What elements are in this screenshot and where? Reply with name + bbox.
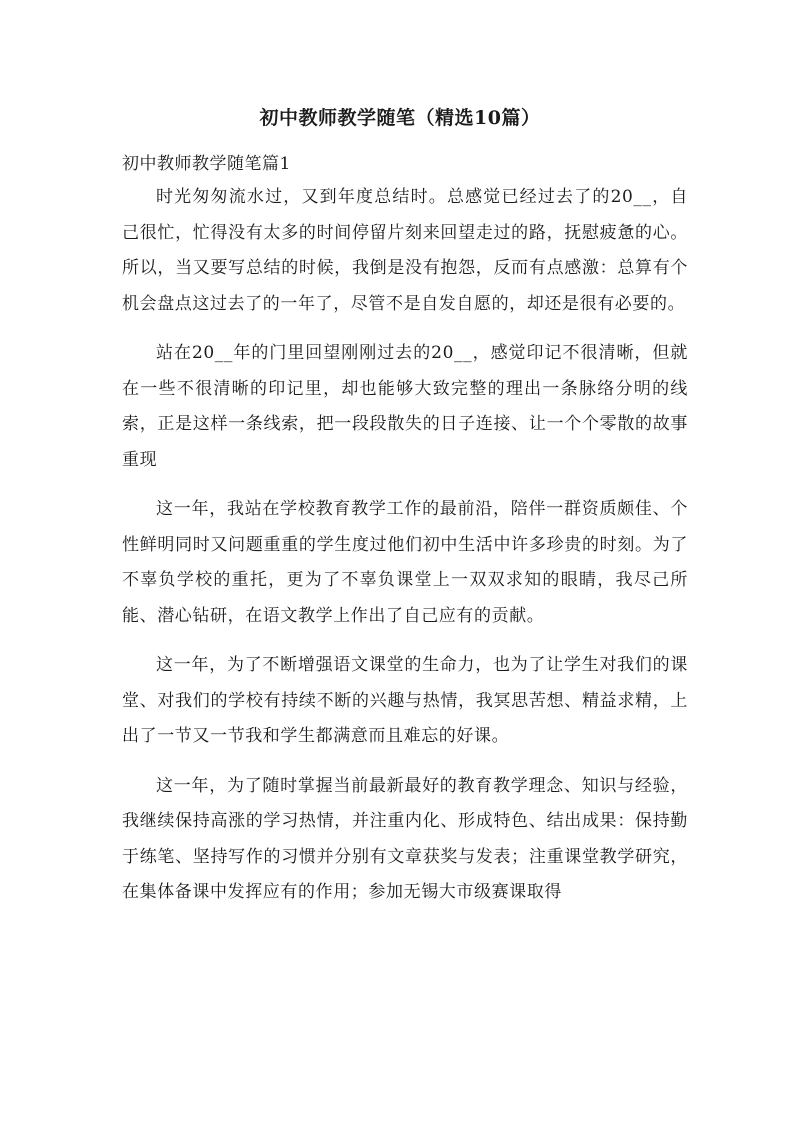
section-heading: 初中教师教学随笔篇1 (122, 154, 291, 174)
paragraph: 站在20__年的门里回望刚刚过去的20__，感觉印记不很清晰，但就在一些不很清晰的印记里，却也能够大致完整的理出一条脉络分明的线索，正是这样一条线索，把一段段散失的日子连接、让一个个零散的故事重现 (122, 343, 688, 470)
paragraph: 这一年，为了随时掌握当前最新最好的教育教学理念、知识与经验，我继续保持高涨的学习热情，并注重内化、形成特色、结出成果：保持勤于练笔、坚持写作的习惯并分别有文章获奖与发表；注重课堂教学研究，在集体备课中发挥应有的作用；参加无锡大市级赛课取得 (122, 775, 688, 902)
paragraph: 时光匆匆流水过，又到年度总结时。总感觉已经过去了的20__，自己很忙，忙得没有太多的时间停留片刻来回望走过的路，抚慰疲惫的心。所以，当又要写总结的时候，我倒是没有抱怨，反而有点感激：总算有个机会盘点这过去了的一年了，尽管不是自发自愿的，却还是很有必要的。 (122, 187, 688, 314)
paragraph: 这一年，为了不断增强语文课堂的生命力，也为了让学生对我们的课堂、对我们的学校有持续不断的兴趣与热情，我冥思苦想、精益求精，上出了一节又一节我和学生都满意而且难忘的好课。 (122, 655, 688, 746)
document-body (122, 180, 688, 925)
paragraph: 这一年，我站在学校教育教学工作的最前沿，陪伴一群资质颇佳、个性鲜明同时又问题重重的学生度过他们初中生活中许多珍贵的时刻。为了不辜负学校的重托，更为了不辜负课堂上一双双求知的眼睛，我尽己所能、潜心钻研，在语文教学上作出了自己应有的贡献。 (122, 499, 688, 626)
document-title: 初中教师教学随笔（精选10篇） (259, 107, 541, 129)
